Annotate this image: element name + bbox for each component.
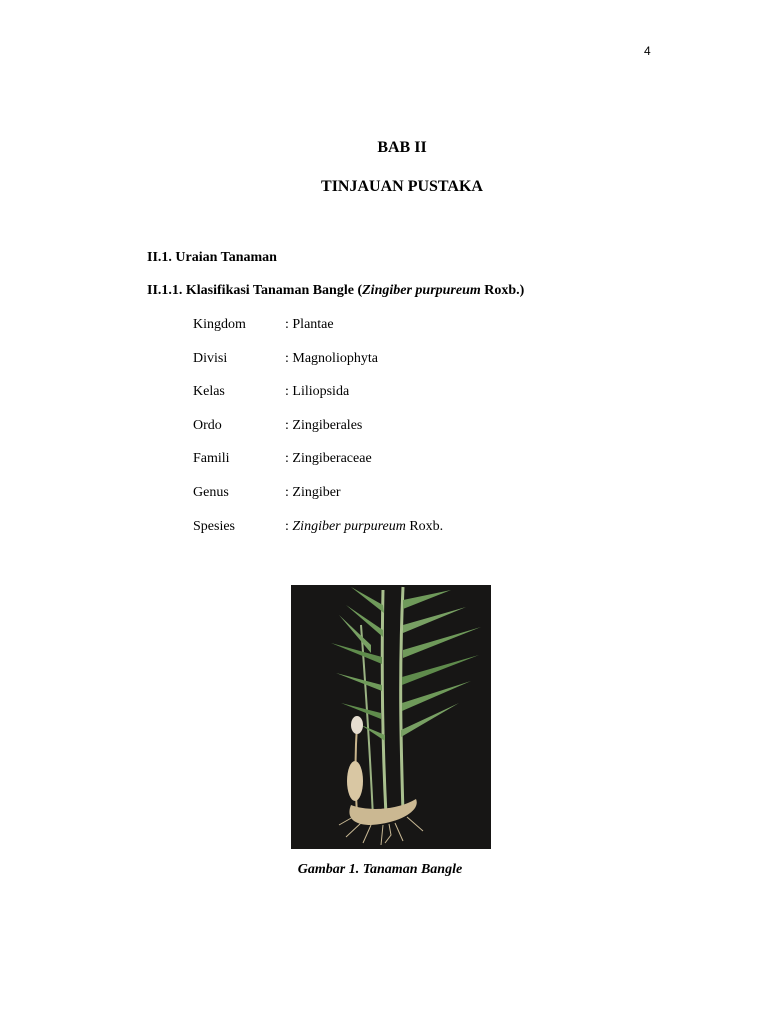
taxonomy-value — [285, 519, 443, 535]
section-heading-suffix: Roxb.) — [480, 283, 525, 298]
plant-photo — [291, 585, 491, 849]
leaf — [361, 725, 385, 741]
rhizome — [347, 761, 363, 801]
taxonomy-rank: Ordo — [193, 417, 222, 433]
taxonomy-rank: Divisi — [193, 350, 228, 366]
section-heading-prefix: II.1.1. Klasifikasi Tanaman Bangle ( — [147, 283, 363, 298]
taxonomy-table — [193, 317, 443, 552]
leaf — [346, 605, 383, 637]
chapter-number: BAB II — [377, 139, 427, 156]
taxonomy-value: : Liliopsida — [285, 384, 350, 400]
plant-illustration — [291, 585, 491, 849]
leaf — [341, 703, 381, 719]
taxonomy-value: : Plantae — [285, 317, 334, 332]
rhizome — [349, 799, 416, 825]
taxonomy-rank: Genus — [193, 484, 229, 500]
leaf — [336, 673, 382, 691]
taxonomy-row — [193, 384, 443, 418]
leaf — [351, 587, 384, 613]
page-number: 4 — [644, 44, 651, 58]
leaf — [402, 681, 471, 711]
chapter-title: TINJAUAN PUSTAKA — [321, 178, 483, 195]
taxonomy-rank: Kingdom — [193, 317, 246, 332]
species-author: Roxb. — [405, 518, 444, 534]
species-italic-name: Zingiber purpureum — [292, 518, 406, 534]
figure-caption: Gambar 1. Tanaman Bangle — [297, 862, 463, 877]
taxonomy-row — [193, 317, 443, 351]
leaf — [402, 655, 479, 685]
taxonomy-row — [193, 418, 443, 452]
stem — [382, 590, 386, 815]
taxonomy-value: : Zingiberaceae — [285, 451, 372, 467]
taxonomy-value: : Zingiber — [285, 484, 341, 500]
leaf — [403, 627, 481, 658]
leaf — [401, 703, 459, 737]
stem — [401, 587, 403, 813]
section-heading-species-name: Zingiber purpureum — [362, 283, 481, 298]
species-colon: : — [285, 518, 293, 534]
leaf — [403, 607, 466, 633]
section-heading-uraian: II.1. Uraian Tanaman — [147, 250, 277, 265]
section-heading-klasifikasi — [147, 283, 524, 299]
taxonomy-row — [193, 485, 443, 519]
leaf — [331, 643, 382, 664]
taxonomy-value: : Magnoliophyta — [285, 350, 378, 366]
taxonomy-rank: Spesies — [193, 518, 235, 534]
taxonomy-value: : Zingiberales — [285, 417, 363, 433]
flower — [351, 716, 363, 734]
taxonomy-rank: Kelas — [193, 384, 225, 400]
taxonomy-row-species — [193, 519, 443, 553]
taxonomy-row — [193, 451, 443, 485]
taxonomy-row — [193, 351, 443, 385]
leaf — [403, 590, 451, 609]
taxonomy-rank: Famili — [193, 451, 230, 467]
